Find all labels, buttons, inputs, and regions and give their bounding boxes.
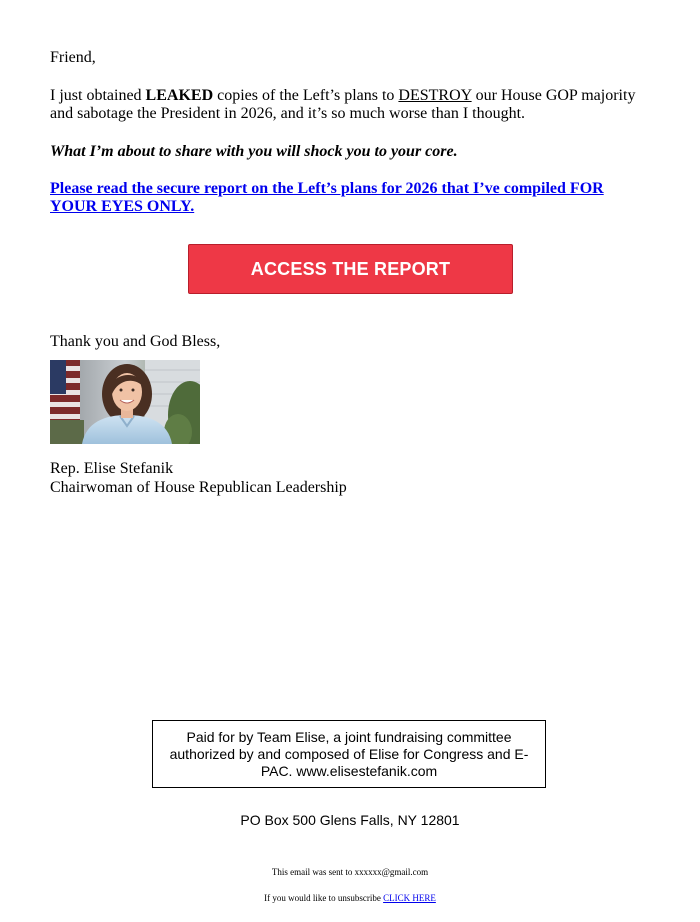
leaked-emphasis: LEAKED	[145, 87, 214, 104]
intro-text-3: our House GOP majority and sabotage the President in 2026, and it’s so much worse than I thought.	[50, 87, 636, 122]
destroy-emphasis: DESTROY	[398, 87, 472, 104]
paid-for-disclaimer-box	[152, 720, 546, 788]
unsubscribe-link[interactable]: CLICK HERE	[383, 893, 436, 903]
unsubscribe-line	[0, 893, 700, 903]
signature-name: Rep. Elise Stefanik	[50, 460, 174, 477]
secure-report-link[interactable]: Please read the secure report on the Left’s plans for 2026 that I’ve compiled FOR YOUR EYES ONLY.	[50, 180, 604, 215]
signature-title: Chairwoman of House Republican Leadership	[50, 479, 347, 496]
intro-text-2: copies of the Left’s plans to	[213, 87, 399, 104]
paid-for-disclaimer: Paid for by Team Elise, a joint fundraising committee authorized by and composed of Elise for Congress and E-PAC. www.elisestefanik.com	[169, 728, 529, 779]
intro-text-1: I just obtained	[50, 87, 146, 104]
unsubscribe-prefix: If you would like to unsubscribe	[264, 893, 384, 903]
signature-photo	[50, 360, 200, 444]
intro-paragraph	[50, 87, 650, 123]
access-report-button-label: ACCESS THE REPORT	[250, 258, 451, 279]
signoff-text: Thank you and God Bless,	[50, 333, 221, 350]
greeting-text: Friend,	[50, 49, 96, 66]
access-report-button[interactable]	[188, 244, 513, 294]
mailing-address: PO Box 500 Glens Falls, NY 12801	[240, 812, 460, 828]
sent-to-notice: This email was sent to xxxxxx@gmail.com	[271, 867, 429, 877]
tease-text: What I’m about to share with you will shock you to your core.	[50, 143, 458, 160]
